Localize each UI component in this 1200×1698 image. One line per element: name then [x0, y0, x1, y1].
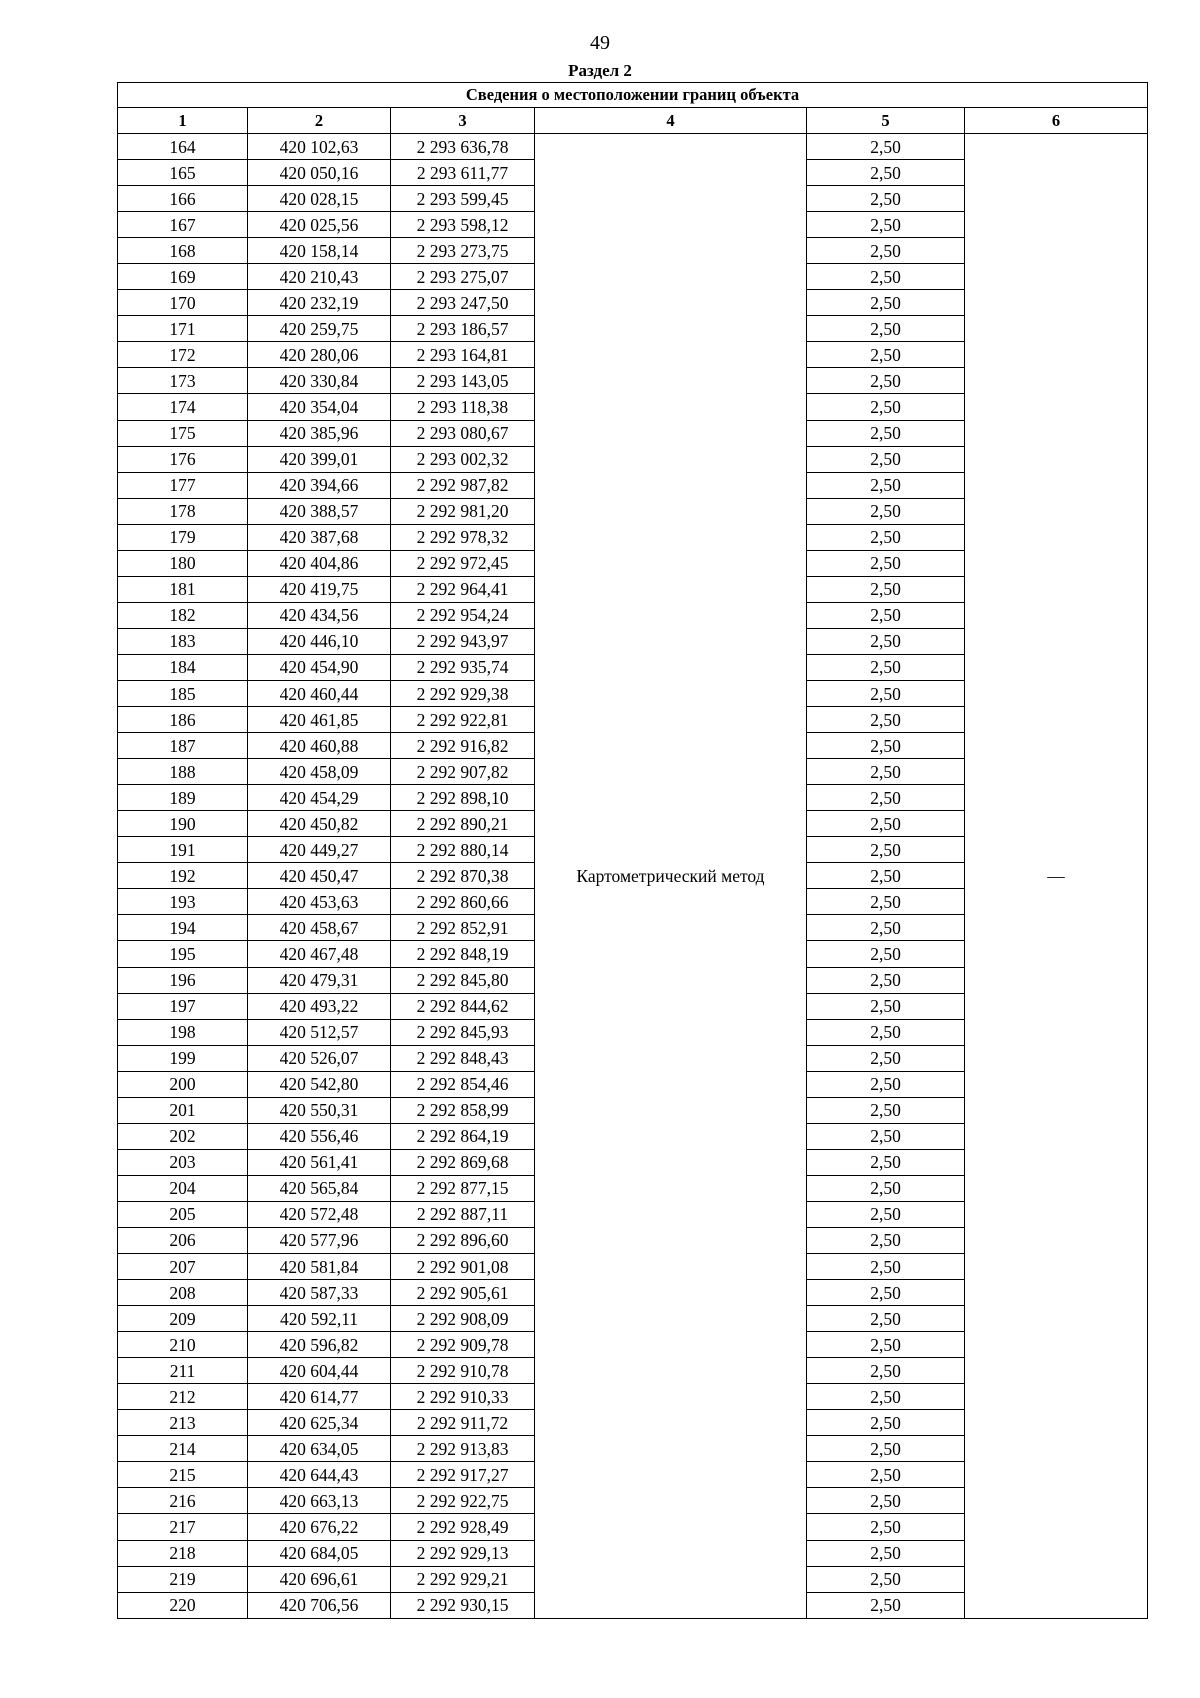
y-coordinate-cell: 2 292 852,91 [391, 915, 535, 941]
y-coordinate-cell: 2 292 860,66 [391, 889, 535, 915]
y-coordinate-cell: 2 292 910,33 [391, 1384, 535, 1410]
point-number-cell: 195 [118, 941, 248, 967]
x-coordinate-cell: 420 446,10 [248, 628, 391, 654]
point-number-cell: 217 [118, 1514, 248, 1540]
y-coordinate-cell: 2 293 143,05 [391, 368, 535, 394]
y-coordinate-cell: 2 292 922,81 [391, 707, 535, 733]
x-coordinate-cell: 420 684,05 [248, 1540, 391, 1566]
y-coordinate-cell: 2 292 917,27 [391, 1462, 535, 1488]
x-coordinate-cell: 420 232,19 [248, 290, 391, 316]
point-number-cell: 196 [118, 967, 248, 993]
x-coordinate-cell: 420 354,04 [248, 394, 391, 420]
mean-square-error-cell: 2,50 [807, 967, 965, 993]
mean-square-error-cell: 2,50 [807, 1306, 965, 1332]
mean-square-error-cell: 2,50 [807, 707, 965, 733]
point-number-cell: 206 [118, 1227, 248, 1253]
x-coordinate-cell: 420 385,96 [248, 420, 391, 446]
mean-square-error-cell: 2,50 [807, 498, 965, 524]
y-coordinate-cell: 2 292 935,74 [391, 654, 535, 680]
mean-square-error-cell: 2,50 [807, 1488, 965, 1514]
x-coordinate-cell: 420 259,75 [248, 316, 391, 342]
x-coordinate-cell: 420 387,68 [248, 524, 391, 550]
y-coordinate-cell: 2 292 864,19 [391, 1123, 535, 1149]
table-row [118, 134, 1148, 160]
mean-square-error-cell: 2,50 [807, 1540, 965, 1566]
y-coordinate-cell: 2 293 273,75 [391, 238, 535, 264]
column-header: 2 [248, 108, 391, 134]
point-number-cell: 205 [118, 1201, 248, 1227]
mean-square-error-cell: 2,50 [807, 1358, 965, 1384]
x-coordinate-cell: 420 449,27 [248, 837, 391, 863]
x-coordinate-cell: 420 102,63 [248, 134, 391, 160]
y-coordinate-cell: 2 292 916,82 [391, 733, 535, 759]
mean-square-error-cell: 2,50 [807, 238, 965, 264]
x-coordinate-cell: 420 330,84 [248, 368, 391, 394]
y-coordinate-cell: 2 292 910,78 [391, 1358, 535, 1384]
mean-square-error-cell: 2,50 [807, 628, 965, 654]
page-number: 49 [590, 32, 610, 54]
y-coordinate-cell: 2 292 870,38 [391, 863, 535, 889]
mean-square-error-cell: 2,50 [807, 654, 965, 680]
point-number-cell: 171 [118, 316, 248, 342]
point-number-cell: 213 [118, 1410, 248, 1436]
x-coordinate-cell: 420 450,82 [248, 811, 391, 837]
y-coordinate-cell: 2 292 907,82 [391, 759, 535, 785]
x-coordinate-cell: 420 467,48 [248, 941, 391, 967]
column-header: 5 [807, 108, 965, 134]
x-coordinate-cell: 420 028,15 [248, 186, 391, 212]
table-body [118, 134, 1148, 1619]
point-number-cell: 212 [118, 1384, 248, 1410]
boundary-coordinates-table [117, 82, 1148, 1619]
point-number-cell: 178 [118, 498, 248, 524]
column-header: 1 [118, 108, 248, 134]
mean-square-error-cell: 2,50 [807, 785, 965, 811]
x-coordinate-cell: 420 050,16 [248, 160, 391, 186]
y-coordinate-cell: 2 292 928,49 [391, 1514, 535, 1540]
point-number-cell: 211 [118, 1358, 248, 1384]
point-number-cell: 200 [118, 1071, 248, 1097]
x-coordinate-cell: 420 696,61 [248, 1566, 391, 1592]
y-coordinate-cell: 2 292 922,75 [391, 1488, 535, 1514]
x-coordinate-cell: 420 644,43 [248, 1462, 391, 1488]
point-number-cell: 219 [118, 1566, 248, 1592]
column-header: 6 [965, 108, 1148, 134]
y-coordinate-cell: 2 292 890,21 [391, 811, 535, 837]
x-coordinate-cell: 420 706,56 [248, 1592, 391, 1618]
y-coordinate-cell: 2 292 929,13 [391, 1540, 535, 1566]
method-cell: Картометрический метод [535, 134, 807, 1619]
mean-square-error-cell: 2,50 [807, 1071, 965, 1097]
y-coordinate-cell: 2 292 987,82 [391, 472, 535, 498]
point-number-cell: 194 [118, 915, 248, 941]
point-number-cell: 214 [118, 1436, 248, 1462]
point-number-cell: 173 [118, 368, 248, 394]
x-coordinate-cell: 420 565,84 [248, 1175, 391, 1201]
point-number-cell: 209 [118, 1306, 248, 1332]
x-coordinate-cell: 420 581,84 [248, 1254, 391, 1280]
x-coordinate-cell: 420 596,82 [248, 1332, 391, 1358]
point-number-cell: 198 [118, 1019, 248, 1045]
point-number-cell: 208 [118, 1280, 248, 1306]
mean-square-error-cell: 2,50 [807, 1436, 965, 1462]
mean-square-error-cell: 2,50 [807, 1097, 965, 1123]
x-coordinate-cell: 420 458,67 [248, 915, 391, 941]
x-coordinate-cell: 420 512,57 [248, 1019, 391, 1045]
mean-square-error-cell: 2,50 [807, 420, 965, 446]
mean-square-error-cell: 2,50 [807, 186, 965, 212]
y-coordinate-cell: 2 293 611,77 [391, 160, 535, 186]
mean-square-error-cell: 2,50 [807, 1045, 965, 1071]
point-number-cell: 181 [118, 576, 248, 602]
point-number-cell: 188 [118, 759, 248, 785]
point-number-cell: 183 [118, 628, 248, 654]
point-number-cell: 168 [118, 238, 248, 264]
mean-square-error-cell: 2,50 [807, 1123, 965, 1149]
y-coordinate-cell: 2 292 858,99 [391, 1097, 535, 1123]
mean-square-error-cell: 2,50 [807, 550, 965, 576]
y-coordinate-cell: 2 292 913,83 [391, 1436, 535, 1462]
point-number-cell: 166 [118, 186, 248, 212]
point-number-cell: 197 [118, 993, 248, 1019]
mean-square-error-cell: 2,50 [807, 1280, 965, 1306]
mean-square-error-cell: 2,50 [807, 290, 965, 316]
point-number-cell: 215 [118, 1462, 248, 1488]
y-coordinate-cell: 2 293 080,67 [391, 420, 535, 446]
y-coordinate-cell: 2 293 186,57 [391, 316, 535, 342]
x-coordinate-cell: 420 458,09 [248, 759, 391, 785]
y-coordinate-cell: 2 292 964,41 [391, 576, 535, 602]
point-number-cell: 207 [118, 1254, 248, 1280]
x-coordinate-cell: 420 460,44 [248, 680, 391, 706]
mean-square-error-cell: 2,50 [807, 993, 965, 1019]
y-coordinate-cell: 2 292 896,60 [391, 1227, 535, 1253]
x-coordinate-cell: 420 614,77 [248, 1384, 391, 1410]
y-coordinate-cell: 2 292 943,97 [391, 628, 535, 654]
mean-square-error-cell: 2,50 [807, 1175, 965, 1201]
x-coordinate-cell: 420 210,43 [248, 264, 391, 290]
x-coordinate-cell: 420 399,01 [248, 446, 391, 472]
mean-square-error-cell: 2,50 [807, 837, 965, 863]
y-coordinate-cell: 2 292 880,14 [391, 837, 535, 863]
x-coordinate-cell: 420 577,96 [248, 1227, 391, 1253]
y-coordinate-cell: 2 292 954,24 [391, 602, 535, 628]
point-number-cell: 179 [118, 524, 248, 550]
y-coordinate-cell: 2 292 848,19 [391, 941, 535, 967]
mean-square-error-cell: 2,50 [807, 811, 965, 837]
point-number-cell: 201 [118, 1097, 248, 1123]
x-coordinate-cell: 420 625,34 [248, 1410, 391, 1436]
x-coordinate-cell: 420 404,86 [248, 550, 391, 576]
point-number-cell: 182 [118, 602, 248, 628]
point-number-cell: 174 [118, 394, 248, 420]
mean-square-error-cell: 2,50 [807, 889, 965, 915]
point-number-cell: 204 [118, 1175, 248, 1201]
y-coordinate-cell: 2 292 972,45 [391, 550, 535, 576]
x-coordinate-cell: 420 526,07 [248, 1045, 391, 1071]
mean-square-error-cell: 2,50 [807, 1149, 965, 1175]
y-coordinate-cell: 2 292 869,68 [391, 1149, 535, 1175]
x-coordinate-cell: 420 280,06 [248, 342, 391, 368]
x-coordinate-cell: 420 434,56 [248, 602, 391, 628]
mean-square-error-cell: 2,50 [807, 733, 965, 759]
point-number-cell: 170 [118, 290, 248, 316]
point-number-cell: 203 [118, 1149, 248, 1175]
y-coordinate-cell: 2 292 978,32 [391, 524, 535, 550]
y-coordinate-cell: 2 293 598,12 [391, 212, 535, 238]
x-coordinate-cell: 420 419,75 [248, 576, 391, 602]
y-coordinate-cell: 2 292 905,61 [391, 1280, 535, 1306]
mean-square-error-cell: 2,50 [807, 759, 965, 785]
mean-square-error-cell: 2,50 [807, 472, 965, 498]
x-coordinate-cell: 420 025,56 [248, 212, 391, 238]
x-coordinate-cell: 420 572,48 [248, 1201, 391, 1227]
y-coordinate-cell: 2 292 908,09 [391, 1306, 535, 1332]
x-coordinate-cell: 420 388,57 [248, 498, 391, 524]
y-coordinate-cell: 2 293 636,78 [391, 134, 535, 160]
mean-square-error-cell: 2,50 [807, 1410, 965, 1436]
point-number-cell: 210 [118, 1332, 248, 1358]
x-coordinate-cell: 420 634,05 [248, 1436, 391, 1462]
point-number-cell: 169 [118, 264, 248, 290]
y-coordinate-cell: 2 292 929,21 [391, 1566, 535, 1592]
y-coordinate-cell: 2 292 877,15 [391, 1175, 535, 1201]
y-coordinate-cell: 2 292 981,20 [391, 498, 535, 524]
mean-square-error-cell: 2,50 [807, 1592, 965, 1618]
mean-square-error-cell: 2,50 [807, 394, 965, 420]
mean-square-error-cell: 2,50 [807, 524, 965, 550]
x-coordinate-cell: 420 604,44 [248, 1358, 391, 1384]
x-coordinate-cell: 420 587,33 [248, 1280, 391, 1306]
point-number-cell: 184 [118, 654, 248, 680]
column-header: 4 [535, 108, 807, 134]
y-coordinate-cell: 2 292 911,72 [391, 1410, 535, 1436]
mean-square-error-cell: 2,50 [807, 134, 965, 160]
y-coordinate-cell: 2 293 002,32 [391, 446, 535, 472]
mean-square-error-cell: 2,50 [807, 1254, 965, 1280]
point-number-cell: 192 [118, 863, 248, 889]
point-number-cell: 216 [118, 1488, 248, 1514]
y-coordinate-cell: 2 293 275,07 [391, 264, 535, 290]
mean-square-error-cell: 2,50 [807, 602, 965, 628]
point-number-cell: 190 [118, 811, 248, 837]
point-number-cell: 172 [118, 342, 248, 368]
column-6-cell: — [965, 134, 1148, 1619]
y-coordinate-cell: 2 292 845,80 [391, 967, 535, 993]
point-number-cell: 177 [118, 472, 248, 498]
y-coordinate-cell: 2 293 164,81 [391, 342, 535, 368]
point-number-cell: 202 [118, 1123, 248, 1149]
point-number-cell: 187 [118, 733, 248, 759]
point-number-cell: 191 [118, 837, 248, 863]
mean-square-error-cell: 2,50 [807, 576, 965, 602]
point-number-cell: 189 [118, 785, 248, 811]
mean-square-error-cell: 2,50 [807, 1462, 965, 1488]
y-coordinate-cell: 2 293 599,45 [391, 186, 535, 212]
x-coordinate-cell: 420 556,46 [248, 1123, 391, 1149]
mean-square-error-cell: 2,50 [807, 941, 965, 967]
y-coordinate-cell: 2 292 901,08 [391, 1254, 535, 1280]
y-coordinate-cell: 2 292 909,78 [391, 1332, 535, 1358]
mean-square-error-cell: 2,50 [807, 915, 965, 941]
x-coordinate-cell: 420 676,22 [248, 1514, 391, 1540]
y-coordinate-cell: 2 292 854,46 [391, 1071, 535, 1097]
mean-square-error-cell: 2,50 [807, 1201, 965, 1227]
point-number-cell: 167 [118, 212, 248, 238]
x-coordinate-cell: 420 461,85 [248, 707, 391, 733]
mean-square-error-cell: 2,50 [807, 160, 965, 186]
x-coordinate-cell: 420 542,80 [248, 1071, 391, 1097]
x-coordinate-cell: 420 454,90 [248, 654, 391, 680]
mean-square-error-cell: 2,50 [807, 863, 965, 889]
mean-square-error-cell: 2,50 [807, 1514, 965, 1540]
x-coordinate-cell: 420 561,41 [248, 1149, 391, 1175]
point-number-cell: 218 [118, 1540, 248, 1566]
point-number-cell: 176 [118, 446, 248, 472]
mean-square-error-cell: 2,50 [807, 1332, 965, 1358]
mean-square-error-cell: 2,50 [807, 316, 965, 342]
point-number-cell: 180 [118, 550, 248, 576]
point-number-cell: 199 [118, 1045, 248, 1071]
mean-square-error-cell: 2,50 [807, 1384, 965, 1410]
mean-square-error-cell: 2,50 [807, 264, 965, 290]
table-caption: Сведения о местоположении границ объекта [118, 83, 1148, 108]
column-header: 3 [391, 108, 535, 134]
point-number-cell: 165 [118, 160, 248, 186]
mean-square-error-cell: 2,50 [807, 1566, 965, 1592]
y-coordinate-cell: 2 292 929,38 [391, 680, 535, 706]
x-coordinate-cell: 420 450,47 [248, 863, 391, 889]
y-coordinate-cell: 2 292 848,43 [391, 1045, 535, 1071]
y-coordinate-cell: 2 292 930,15 [391, 1592, 535, 1618]
mean-square-error-cell: 2,50 [807, 680, 965, 706]
x-coordinate-cell: 420 454,29 [248, 785, 391, 811]
x-coordinate-cell: 420 394,66 [248, 472, 391, 498]
point-number-cell: 220 [118, 1592, 248, 1618]
mean-square-error-cell: 2,50 [807, 342, 965, 368]
mean-square-error-cell: 2,50 [807, 368, 965, 394]
point-number-cell: 164 [118, 134, 248, 160]
x-coordinate-cell: 420 158,14 [248, 238, 391, 264]
point-number-cell: 175 [118, 420, 248, 446]
x-coordinate-cell: 420 460,88 [248, 733, 391, 759]
y-coordinate-cell: 2 292 844,62 [391, 993, 535, 1019]
x-coordinate-cell: 420 493,22 [248, 993, 391, 1019]
y-coordinate-cell: 2 292 887,11 [391, 1201, 535, 1227]
section-title: Раздел 2 [568, 61, 632, 80]
point-number-cell: 193 [118, 889, 248, 915]
mean-square-error-cell: 2,50 [807, 446, 965, 472]
x-coordinate-cell: 420 453,63 [248, 889, 391, 915]
y-coordinate-cell: 2 292 845,93 [391, 1019, 535, 1045]
point-number-cell: 185 [118, 680, 248, 706]
mean-square-error-cell: 2,50 [807, 1227, 965, 1253]
point-number-cell: 186 [118, 707, 248, 733]
y-coordinate-cell: 2 293 118,38 [391, 394, 535, 420]
x-coordinate-cell: 420 592,11 [248, 1306, 391, 1332]
x-coordinate-cell: 420 550,31 [248, 1097, 391, 1123]
x-coordinate-cell: 420 479,31 [248, 967, 391, 993]
mean-square-error-cell: 2,50 [807, 1019, 965, 1045]
y-coordinate-cell: 2 292 898,10 [391, 785, 535, 811]
y-coordinate-cell: 2 293 247,50 [391, 290, 535, 316]
mean-square-error-cell: 2,50 [807, 212, 965, 238]
x-coordinate-cell: 420 663,13 [248, 1488, 391, 1514]
